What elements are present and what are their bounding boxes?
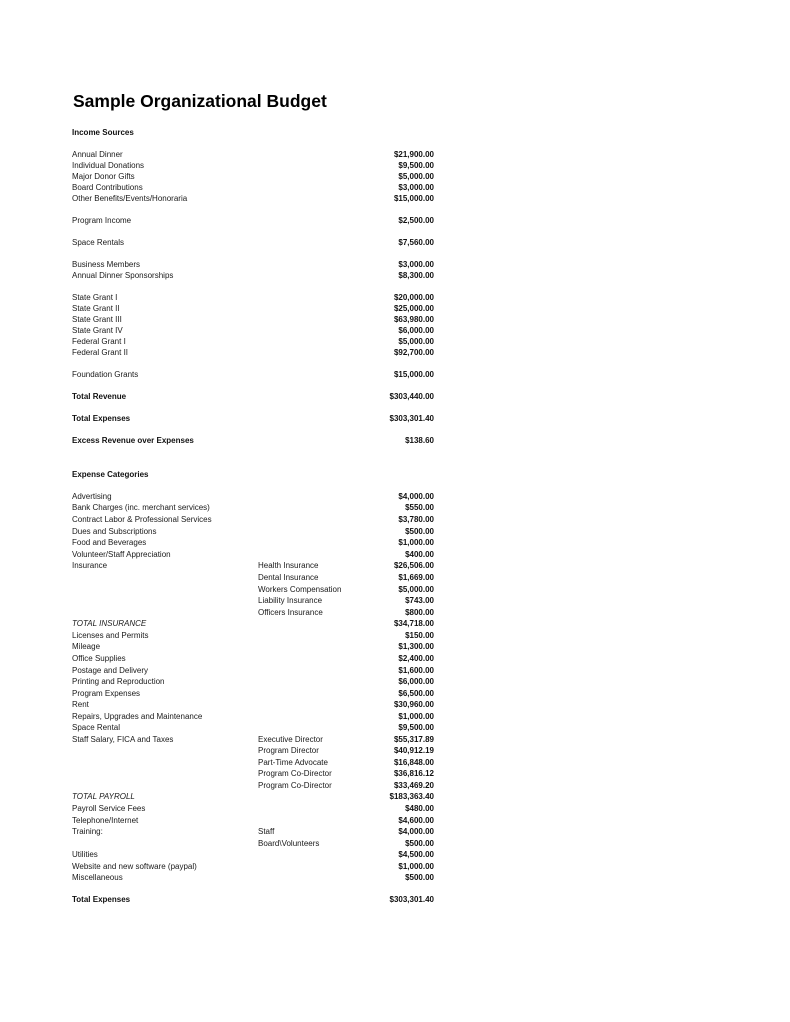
expense-row (72, 826, 434, 837)
total-expenses-row (72, 894, 434, 905)
expense-row (72, 502, 434, 513)
row-label: Foundation Grants (72, 370, 139, 379)
income-row (72, 347, 434, 358)
row-label: Contract Labor & Professional Services (72, 515, 212, 524)
row-amount: $1,000.00 (398, 862, 434, 871)
row-label: Advertising (72, 492, 112, 501)
row-sub-label: Health Insurance (258, 561, 319, 570)
row-amount: $34,718.00 (393, 619, 434, 628)
expense-row (72, 618, 434, 629)
row-amount: $33,469.20 (393, 781, 434, 790)
summary-row (72, 435, 434, 446)
row-sub-label: Dental Insurance (258, 573, 319, 582)
expense-row (72, 665, 434, 676)
expense-row (72, 607, 434, 618)
row-sub-label: Program Director (258, 746, 319, 755)
row-sub-label: Liability Insurance (258, 596, 323, 605)
expense-row (72, 688, 434, 699)
row-sub-label: Board\Volunteers (258, 839, 320, 848)
income-row (72, 369, 434, 380)
income-row (72, 259, 434, 270)
row-label: Major Donor Gifts (72, 172, 135, 181)
row-sub-label: Executive Director (258, 735, 323, 744)
row-sub-label: Workers Compensation (258, 585, 342, 594)
row-label: Bank Charges (inc. merchant services) (72, 503, 210, 512)
row-label: Program Expenses (72, 689, 141, 698)
row-label: Printing and Reproduction (72, 677, 165, 686)
expense-categories-heading: Expense Categories (72, 470, 149, 479)
row-amount: $26,506.00 (393, 561, 434, 570)
expense-row (72, 711, 434, 722)
row-amount: $150.00 (405, 631, 434, 640)
row-label: Office Supplies (72, 654, 126, 663)
row-label: State Grant II (72, 304, 120, 313)
expense-row (72, 653, 434, 664)
row-label: Telephone/Internet (72, 816, 139, 825)
row-label: Licenses and Permits (72, 631, 149, 640)
row-amount: $6,000.00 (398, 677, 434, 686)
expense-row (72, 791, 434, 802)
row-amount: $138.60 (405, 436, 434, 445)
row-sub-label: Part-Time Advocate (258, 758, 328, 767)
row-label: Total Expenses (72, 414, 131, 423)
row-label: Dues and Subscriptions (72, 527, 157, 536)
expense-row (72, 549, 434, 560)
expense-row (72, 861, 434, 872)
row-amount: $5,000.00 (398, 172, 434, 181)
row-amount: $2,500.00 (398, 216, 434, 225)
row-amount: $6,000.00 (398, 326, 434, 335)
row-label: Total Revenue (72, 392, 127, 401)
row-label: Postage and Delivery (72, 666, 149, 675)
row-amount: $500.00 (405, 527, 434, 536)
row-label: State Grant III (72, 315, 122, 324)
row-amount: $9,500.00 (398, 723, 434, 732)
income-row (72, 314, 434, 325)
row-amount: $500.00 (405, 873, 434, 882)
row-sub-label: Program Co-Director (258, 781, 332, 790)
expense-row (72, 803, 434, 814)
row-label: Utilities (72, 850, 98, 859)
expense-row (72, 595, 434, 606)
row-label: Repairs, Upgrades and Maintenance (72, 712, 203, 721)
row-amount: $25,000.00 (393, 304, 434, 313)
row-label: Other Benefits/Events/Honoraria (72, 194, 188, 203)
row-label: Staff Salary, FICA and Taxes (72, 735, 174, 744)
row-label: Excess Revenue over Expenses (72, 436, 194, 445)
row-label: Space Rentals (72, 238, 125, 247)
row-label: TOTAL PAYROLL (72, 792, 135, 801)
row-label: State Grant I (72, 293, 118, 302)
row-sub-label: Officers Insurance (258, 608, 323, 617)
row-label: Total Expenses (72, 895, 131, 904)
row-amount: $800.00 (405, 608, 434, 617)
expense-row (72, 757, 434, 768)
row-label: Program Income (72, 216, 132, 225)
row-amount: $55,317.89 (393, 735, 434, 744)
row-amount: $1,300.00 (398, 642, 434, 651)
row-amount: $9,500.00 (398, 161, 434, 170)
row-amount: $400.00 (405, 550, 434, 559)
expense-row (72, 849, 434, 860)
row-label: Business Members (72, 260, 141, 269)
row-sub-label: Staff (258, 827, 275, 836)
row-amount: $8,300.00 (398, 271, 434, 280)
row-amount: $4,500.00 (398, 850, 434, 859)
row-amount: $4,000.00 (398, 492, 434, 501)
expense-row (72, 699, 434, 710)
row-label: Training: (72, 827, 103, 836)
row-label: Federal Grant II (72, 348, 129, 357)
row-label: Food and Beverages (72, 538, 147, 547)
income-row (72, 193, 434, 204)
page-title: Sample Organizational Budget (73, 91, 327, 111)
row-amount: $92,700.00 (393, 348, 434, 357)
row-label: Annual Dinner (72, 150, 123, 159)
expense-row (72, 572, 434, 583)
summary-row (72, 391, 434, 402)
row-amount: $6,500.00 (398, 689, 434, 698)
row-label: State Grant IV (72, 326, 123, 335)
row-amount: $16,848.00 (393, 758, 434, 767)
income-row (72, 182, 434, 193)
expense-row (72, 780, 434, 791)
row-amount: $5,000.00 (398, 337, 434, 346)
income-row (72, 237, 434, 248)
row-label: Rent (72, 700, 89, 709)
expense-row (72, 745, 434, 756)
row-amount: $20,000.00 (393, 293, 434, 302)
expense-row (72, 722, 434, 733)
row-label: Website and new software (paypal) (72, 862, 197, 871)
row-amount: $7,560.00 (398, 238, 434, 247)
expense-row (72, 491, 434, 502)
row-amount: $40,912.19 (393, 746, 434, 755)
row-label: Annual Dinner Sponsorships (72, 271, 174, 280)
row-label: Space Rental (72, 723, 121, 732)
income-sources-heading: Income Sources (72, 128, 134, 137)
row-label: Federal Grant I (72, 337, 126, 346)
row-amount: $743.00 (405, 596, 434, 605)
expense-row (72, 676, 434, 687)
expense-row (72, 537, 434, 548)
row-amount: $3,000.00 (398, 260, 434, 269)
income-row (72, 336, 434, 347)
row-amount: $21,900.00 (393, 150, 434, 159)
row-amount: $303,301.40 (389, 895, 434, 904)
row-label: Individual Donations (72, 161, 145, 170)
expense-row (72, 641, 434, 652)
row-amount: $303,301.40 (389, 414, 434, 423)
expense-row (72, 630, 434, 641)
row-amount: $500.00 (405, 839, 434, 848)
row-amount: $183,363.40 (389, 792, 434, 801)
row-amount: $30,960.00 (393, 700, 434, 709)
expense-row (72, 734, 434, 745)
income-row (72, 149, 434, 160)
expense-row (72, 768, 434, 779)
row-amount: $4,000.00 (398, 827, 434, 836)
row-amount: $2,400.00 (398, 654, 434, 663)
row-amount: $3,780.00 (398, 515, 434, 524)
income-row (72, 292, 434, 303)
income-row (72, 215, 434, 226)
expense-row (72, 560, 434, 571)
row-amount: $303,440.00 (389, 392, 434, 401)
row-amount: $63,980.00 (393, 315, 434, 324)
row-label: Payroll Service Fees (72, 804, 146, 813)
expense-row (72, 514, 434, 525)
row-amount: $1,669.00 (398, 573, 434, 582)
row-label: TOTAL INSURANCE (72, 619, 147, 628)
row-sub-label: Program Co-Director (258, 769, 332, 778)
row-amount: $5,000.00 (398, 585, 434, 594)
income-row (72, 171, 434, 182)
row-label: Miscellaneous (72, 873, 123, 882)
row-amount: $15,000.00 (393, 370, 434, 379)
row-amount: $1,000.00 (398, 712, 434, 721)
row-amount: $4,600.00 (398, 816, 434, 825)
row-amount: $36,816.12 (393, 769, 434, 778)
income-row (72, 160, 434, 171)
row-amount: $550.00 (405, 503, 434, 512)
expense-row (72, 872, 434, 883)
expense-row (72, 584, 434, 595)
row-label: Board Contributions (72, 183, 143, 192)
row-label: Insurance (72, 561, 108, 570)
row-amount: $3,000.00 (398, 183, 434, 192)
row-amount: $1,000.00 (398, 538, 434, 547)
income-row (72, 325, 434, 336)
row-amount: $15,000.00 (393, 194, 434, 203)
row-label: Volunteer/Staff Appreciation (72, 550, 171, 559)
income-row (72, 303, 434, 314)
income-row (72, 270, 434, 281)
expense-row (72, 526, 434, 537)
row-amount: $1,600.00 (398, 666, 434, 675)
row-label: Mileage (72, 642, 101, 651)
expense-row (72, 838, 434, 849)
row-amount: $480.00 (405, 804, 434, 813)
summary-row (72, 413, 434, 424)
expense-row (72, 815, 434, 826)
